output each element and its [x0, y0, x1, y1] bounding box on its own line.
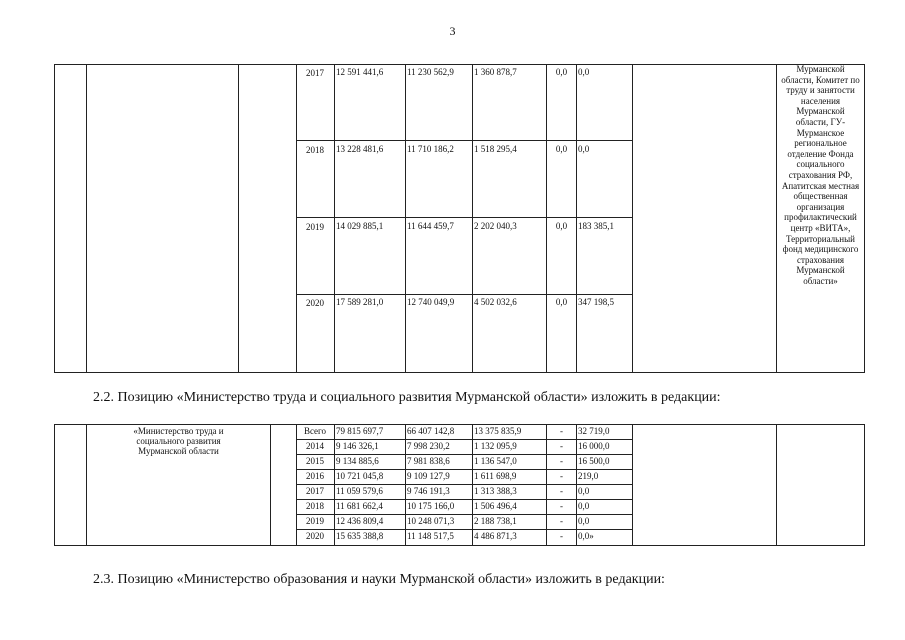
- t2-row-0-d-cell: 32 719,0: [578, 426, 610, 436]
- t1-row-1-d-cell: 0,0: [578, 144, 590, 154]
- t2-row-0-b-cell: 13 375 835,9: [474, 426, 522, 436]
- t2-row-3-total-cell: 10 721 045,8: [336, 471, 384, 481]
- executors-line: области»: [803, 275, 838, 286]
- ministry-name-line: «Министерство труда и: [133, 426, 224, 436]
- t2-row-5-c-cell: -: [560, 501, 563, 511]
- executors-line: Мурманской: [796, 106, 845, 117]
- t1-row-1-a-cell: 11 710 186,2: [407, 144, 454, 154]
- t2-row-7-total-cell: 15 635 388,8: [336, 531, 384, 541]
- t2-row-3-b-cell: 1 611 698,9: [474, 471, 517, 481]
- t2-row-3-c-cell: -: [560, 471, 563, 481]
- executors-line: профилактический: [784, 212, 857, 223]
- executors-line: центр «ВИТА»,: [790, 222, 851, 233]
- t2-row-5-total-cell: 11 681 662,4: [336, 501, 383, 511]
- t1-row-1-total-cell: 13 228 481,6: [336, 144, 384, 154]
- t2-row-2-b-cell: 1 136 547,0: [474, 456, 517, 466]
- executors-line: Мурманское: [796, 127, 845, 138]
- t2-row-0-year-cell: Всего: [303, 426, 327, 436]
- t1-row-2-c-cell: 0,0: [555, 221, 568, 231]
- t1-row-1-c-cell: 0,0: [555, 144, 568, 154]
- t2-row-1-c-cell: -: [560, 441, 563, 451]
- t2-row-3-d-cell: 219,0: [578, 471, 599, 481]
- executors-line: фонд медицинского: [782, 244, 859, 255]
- t1-row-1-b-cell: 1 518 295,4: [474, 144, 517, 154]
- executors-line: организация: [796, 201, 845, 212]
- t2-row-7-b-cell: 4 486 871,3: [474, 531, 517, 541]
- t1-row-1-year-cell: 2018: [306, 145, 324, 155]
- executors-line: населения: [800, 95, 841, 106]
- t2-row-7-d-cell: 0,0»: [578, 531, 594, 541]
- executors-line: Апатитская местная: [781, 180, 860, 191]
- t1-row-2-d-cell: 183 385,1: [578, 221, 614, 231]
- executors-line: Мурманской: [796, 265, 845, 276]
- t2-row-6-total-cell: 12 436 809,4: [336, 516, 384, 526]
- ministry-name-line: социального развития: [136, 436, 221, 446]
- t2-row-1-b-cell: 1 132 095,9: [474, 441, 517, 451]
- executors-line: Мурманской: [796, 64, 845, 74]
- t1-row-2-total-cell: 14 029 885,1: [336, 221, 384, 231]
- page-number: 3: [449, 24, 456, 38]
- ministry-name-line: Мурманской области: [138, 446, 219, 456]
- t2-row-4-d-cell: 0,0: [578, 486, 590, 496]
- t2-row-0-total-cell: 79 815 697,7: [336, 426, 384, 436]
- executors-line: области, ГУ-: [795, 116, 846, 127]
- t2-row-4-year-cell: 2017: [306, 486, 324, 496]
- t2-row-5-d-cell: 0,0: [578, 501, 590, 511]
- t2-row-0-a-cell: 66 407 142,8: [407, 426, 455, 436]
- t1-row-3-a-cell: 12 740 049,9: [407, 297, 455, 307]
- paragraph-2-2: 2.2. Позицию «Министерство труда и социального развития Мурманской области» изложить в редакции:: [93, 390, 721, 405]
- t1-row-0-total-cell: 12 591 441,6: [336, 67, 384, 77]
- t2-row-6-c-cell: -: [560, 516, 563, 526]
- t2-row-2-year-cell: 2015: [306, 456, 324, 466]
- executors-line: страхования: [796, 254, 845, 265]
- t1-row-0-a-cell: 11 230 562,9: [407, 67, 454, 77]
- t2-row-3-a-cell: 9 109 127,9: [407, 471, 450, 481]
- executors-cell: [777, 64, 864, 286]
- t1-row-0-c-cell: 0,0: [555, 67, 568, 77]
- t2-row-7-a-cell: 11 148 517,5: [407, 531, 454, 541]
- t1-row-2-b-cell: 2 202 040,3: [474, 221, 517, 231]
- t2-row-2-d-cell: 16 500,0: [578, 456, 610, 466]
- t2-row-6-year-cell: 2019: [306, 516, 324, 526]
- t2-row-2-a-cell: 7 981 838,6: [407, 456, 450, 466]
- t2-row-4-b-cell: 1 313 388,3: [474, 486, 517, 496]
- t1-row-3-c-cell: 0,0: [555, 297, 568, 307]
- t1-row-0-b-cell: 1 360 878,7: [474, 67, 517, 77]
- t2-row-6-b-cell: 2 188 738,1: [474, 516, 517, 526]
- t2-row-4-c-cell: -: [560, 486, 563, 496]
- t2-row-6-a-cell: 10 248 071,3: [407, 516, 455, 526]
- t2-row-5-year-cell: 2018: [306, 501, 324, 511]
- ministry-name-cell: [87, 426, 270, 456]
- executors-line: социального: [796, 159, 845, 170]
- executors-line: труду и занятости: [786, 85, 855, 96]
- t2-row-5-b-cell: 1 506 496,4: [474, 501, 517, 511]
- t1-row-3-b-cell: 4 502 032,6: [474, 297, 517, 307]
- t2-row-4-total-cell: 11 059 579,6: [336, 486, 383, 496]
- t1-row-3-year-cell: 2020: [306, 298, 324, 308]
- t2-row-1-total-cell: 9 146 326,1: [336, 441, 379, 451]
- t2-row-7-year-cell: 2020: [306, 531, 324, 541]
- t1-row-0-d-cell: 0,0: [578, 67, 590, 77]
- paragraph-2-3: 2.3. Позицию «Министерство образования и науки Мурманской области» изложить в редакции:: [93, 572, 665, 587]
- t2-row-1-d-cell: 16 000,0: [578, 441, 610, 451]
- t1-row-3-total-cell: 17 589 281,0: [336, 297, 384, 307]
- t2-row-6-d-cell: 0,0: [578, 516, 590, 526]
- t2-row-4-a-cell: 9 746 191,3: [407, 486, 450, 496]
- executors-line: Территориальный: [786, 233, 855, 244]
- t2-row-1-a-cell: 7 998 230,2: [407, 441, 450, 451]
- executors-line: общественная: [793, 191, 848, 202]
- t2-row-2-c-cell: -: [560, 456, 563, 466]
- t2-row-1-year-cell: 2014: [306, 441, 324, 451]
- t1-row-3-d-cell: 347 198,5: [578, 297, 614, 307]
- t2-row-7-c-cell: -: [560, 531, 563, 541]
- t2-row-0-c-cell: -: [560, 426, 563, 436]
- t1-row-0-year-cell: 2017: [306, 68, 324, 78]
- t2-row-2-total-cell: 9 134 885,6: [336, 456, 379, 466]
- executors-line: области, Комитет по: [781, 74, 860, 85]
- executors-line: региональное: [794, 138, 847, 149]
- t2-row-3-year-cell: 2016: [306, 471, 324, 481]
- t2-row-5-a-cell: 10 175 166,0: [407, 501, 455, 511]
- t1-row-2-year-cell: 2019: [306, 222, 324, 232]
- executors-line: страхования РФ,: [788, 169, 853, 180]
- executors-line: отделение Фонда: [787, 148, 854, 159]
- t1-row-2-a-cell: 11 644 459,7: [407, 221, 454, 231]
